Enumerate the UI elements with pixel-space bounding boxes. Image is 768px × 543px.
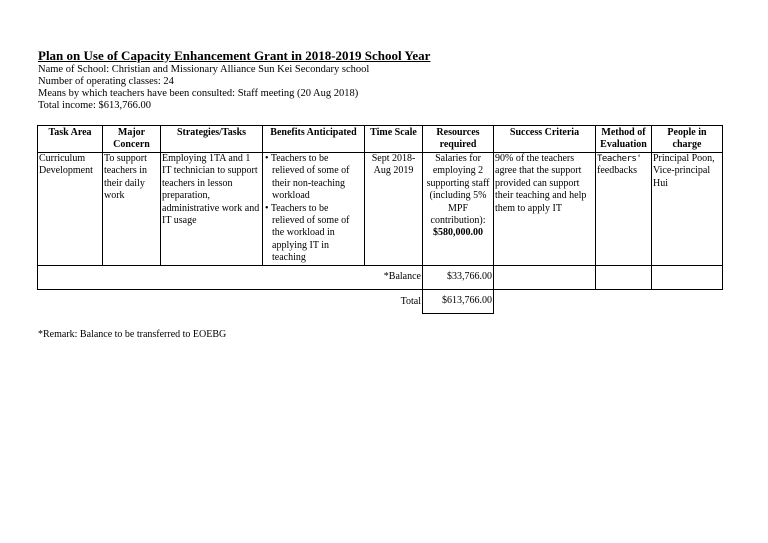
total-income: Total income: $613,766.00 bbox=[38, 100, 151, 111]
cell-success: 90% of the teachers agree that the support provided can support their teaching and help them to apply IT bbox=[494, 153, 596, 266]
cell-strategies: Employing 1TA and 1 IT technician to support teachers in lesson preparation, administrative work and IT usage bbox=[161, 153, 263, 266]
benefit-item: • Teachers to be relieved of some of the workload in applying IT in teaching bbox=[265, 202, 350, 264]
header-task-area: Task Area bbox=[38, 126, 103, 153]
school-name: Name of School: Christian and Missionary Alliance Sun Kei Secondary school bbox=[38, 64, 370, 75]
balance-label: *Balance bbox=[38, 266, 423, 290]
balance-row bbox=[38, 266, 723, 290]
header-row bbox=[38, 126, 723, 153]
consultation-means: Means by which teachers have been consulted: Staff meeting (20 Aug 2018) bbox=[38, 88, 359, 99]
method-handwritten: Teachers' bbox=[597, 154, 642, 164]
document-title: Plan on Use of Capacity Enhancement Grant in 2018-2019 School Year bbox=[38, 48, 431, 63]
header-people: People in charge bbox=[652, 126, 723, 153]
total-label: Total bbox=[400, 295, 421, 307]
cell-resources bbox=[423, 153, 494, 266]
header-success: Success Criteria bbox=[494, 126, 596, 153]
cell-benefits bbox=[263, 153, 365, 266]
cell-time-scale: Sept 2018-Aug 2019 bbox=[365, 153, 423, 266]
cell-major-concern: To support teachers in their daily work bbox=[103, 153, 161, 266]
total-row bbox=[38, 290, 723, 314]
header-major-concern: Major Concern bbox=[103, 126, 161, 153]
cell-method bbox=[596, 153, 652, 266]
balance-value: $33,766.00 bbox=[423, 266, 494, 290]
resources-amount: $580,000.00 bbox=[433, 227, 483, 239]
header-strategies: Strategies/Tasks bbox=[161, 126, 263, 153]
cell-task-area: Curriculum Development bbox=[38, 153, 103, 266]
header-method: Method of Evaluation bbox=[596, 126, 652, 153]
header-resources: Resources required bbox=[423, 126, 494, 153]
operating-classes: Number of operating classes: 24 bbox=[38, 76, 174, 87]
table-row bbox=[38, 153, 723, 266]
cell-people: Principal Poon, Vice-principal Hui bbox=[652, 153, 723, 266]
method-text: feedbacks bbox=[597, 165, 637, 177]
header-benefits: Benefits Anticipated bbox=[263, 126, 365, 153]
plan-table bbox=[37, 125, 723, 314]
header-time-scale: Time Scale bbox=[365, 126, 423, 153]
total-value: $613,766.00 bbox=[423, 290, 494, 314]
remark: *Remark: Balance to be transferred to EOEBG bbox=[38, 329, 227, 340]
resources-text: Salaries for employing 2 supporting staff (including 5% MPF contribution): bbox=[426, 153, 490, 227]
benefit-item: • Teachers to be relieved of some of their non-teaching workload bbox=[265, 153, 350, 202]
